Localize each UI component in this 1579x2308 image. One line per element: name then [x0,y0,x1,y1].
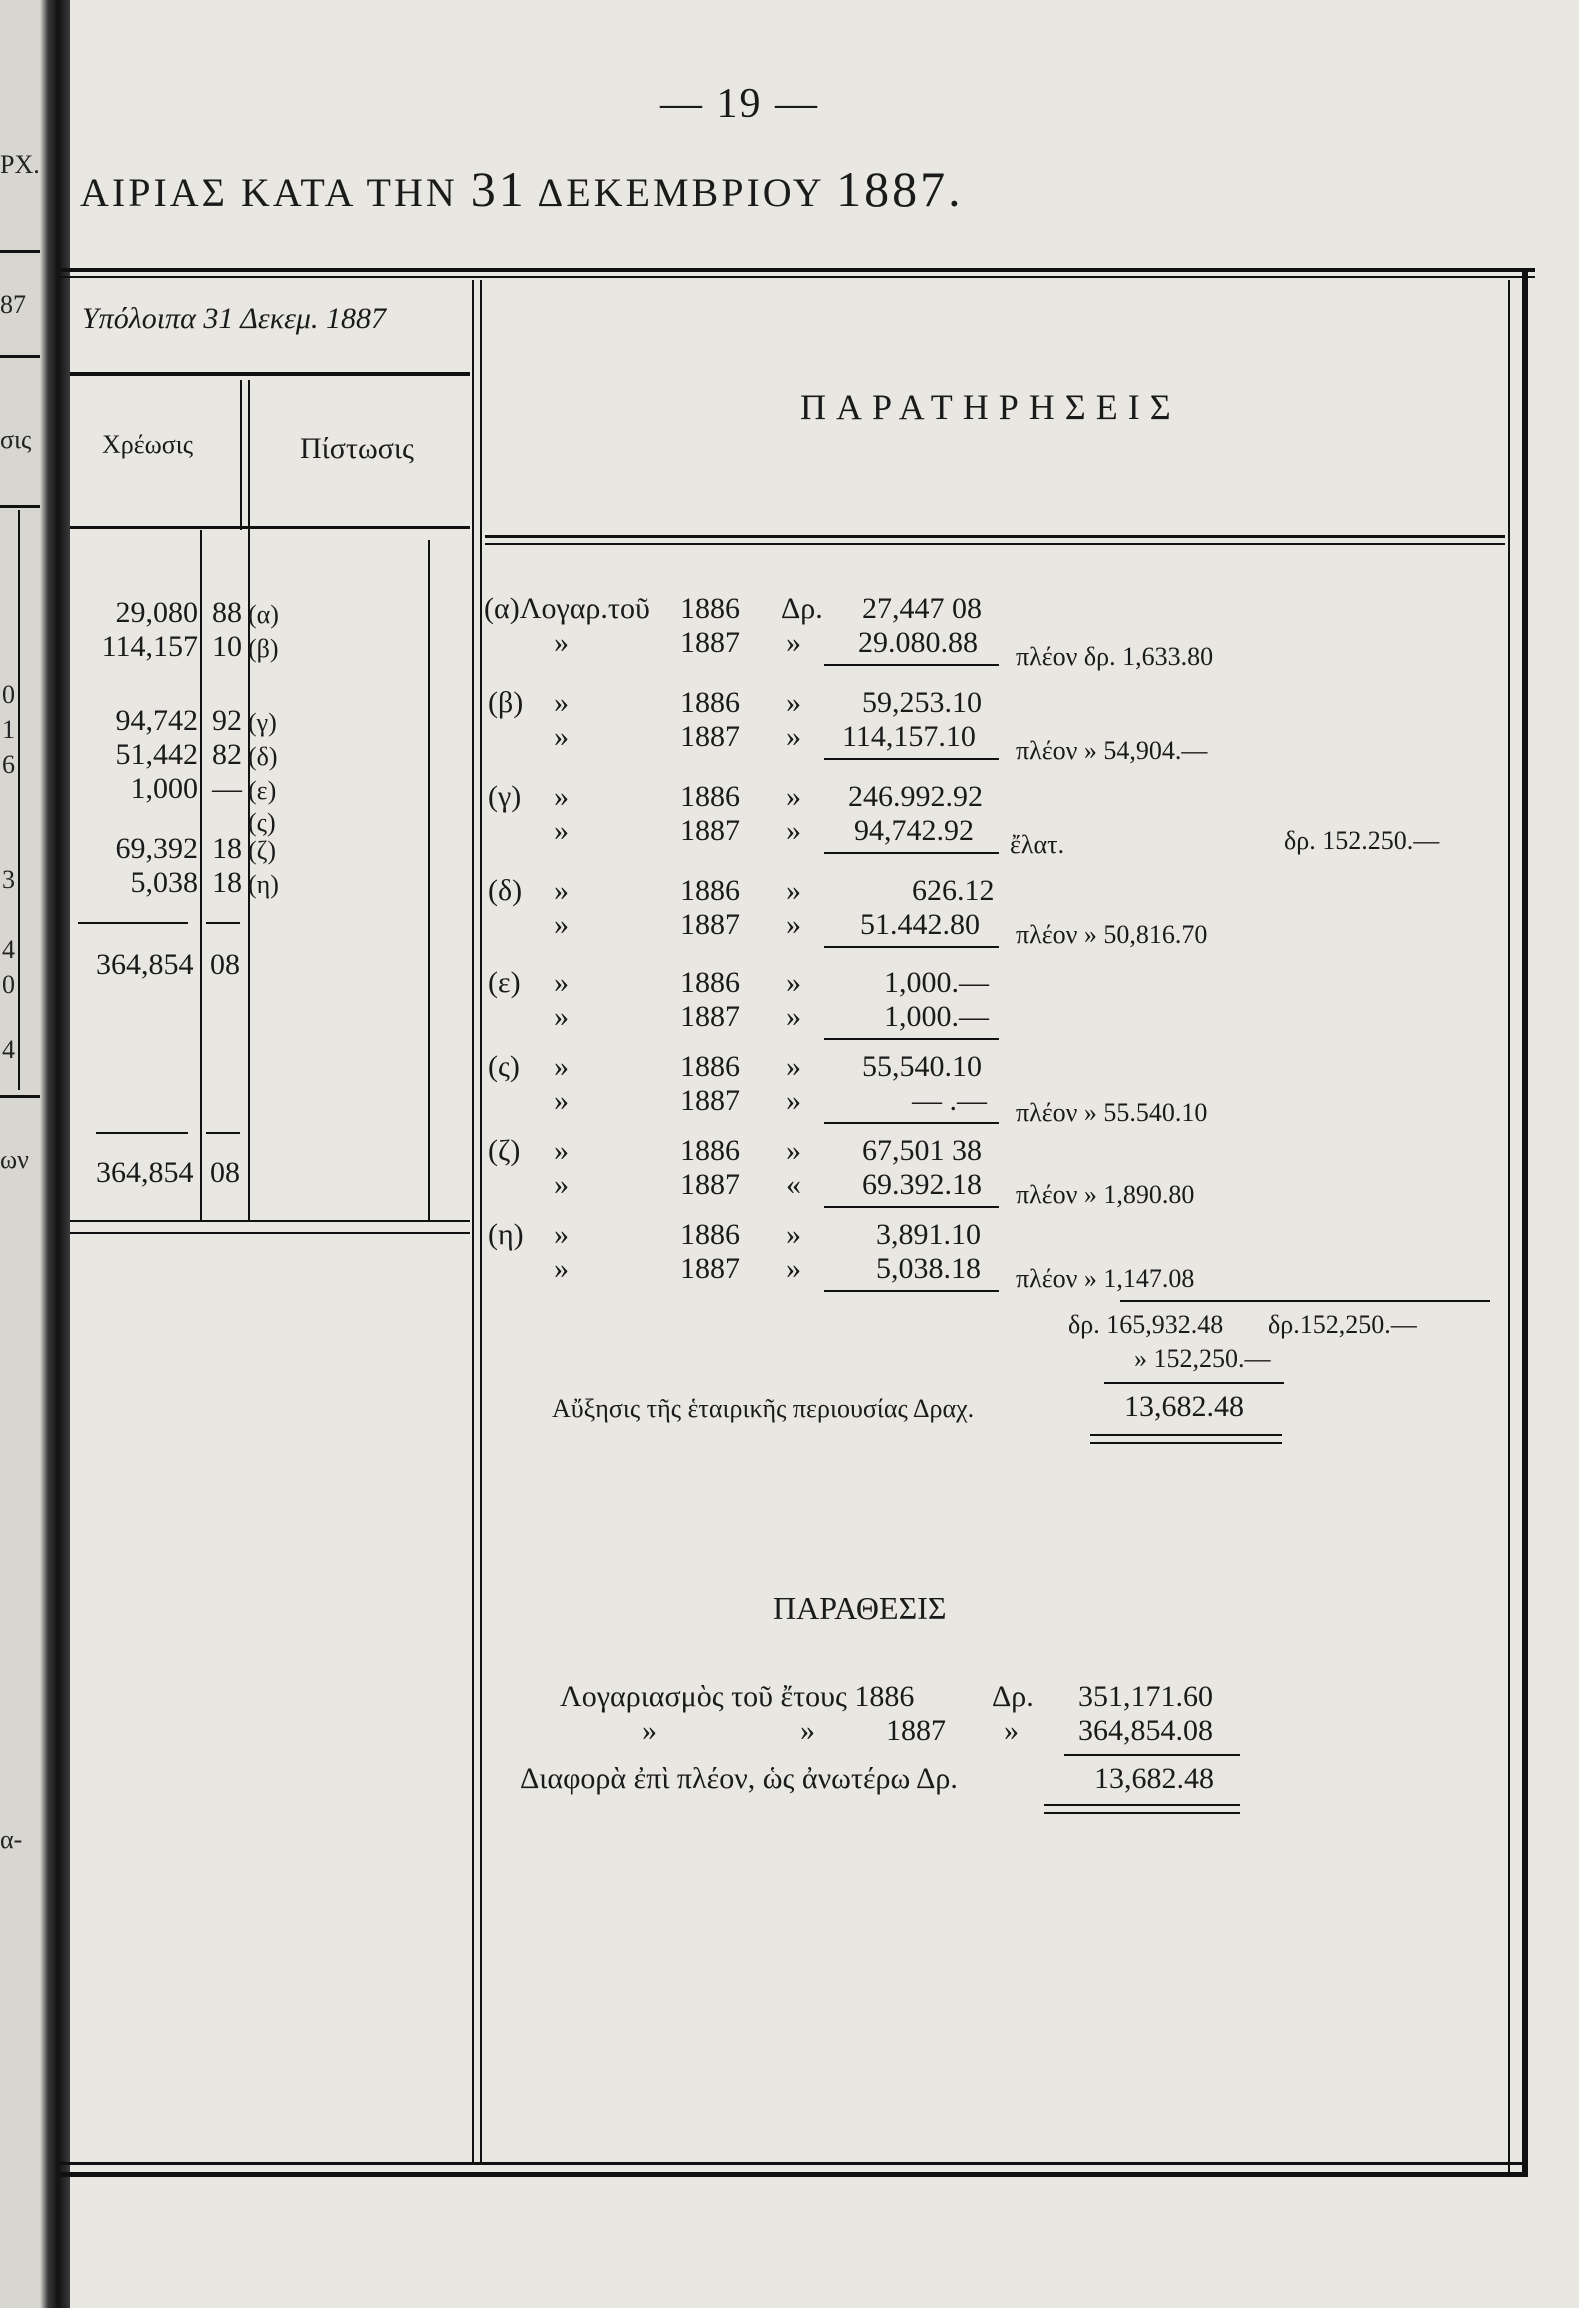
left-page-fragment: PX. [0,150,40,179]
table-row: 51,442 82 (δ) [115,738,278,771]
comparison-title: ΠΑΡΑΘΕΣΙΣ [773,1590,947,1626]
heading-year: 1887. [836,161,964,217]
left-page-fragment: ων [0,1145,29,1174]
increase-value: 13,682.48 [1124,1390,1244,1423]
left-page-fragment: 0 [2,680,15,709]
increase-label: Αὔξησις τῆς ἑταιρικῆς περιουσίας Δραχ. [552,1394,975,1423]
observations-title: ΠΑΡΑΤΗΡΗΣΕΙΣ [800,387,1181,427]
table-row: 1,000 — (ε) [130,772,277,805]
left-page-fragment: 4 [2,1035,15,1064]
heading-text: ΑΙΡΙΑΣ ΚΑΤΑ ΤΗΝ [80,170,458,215]
balances-total: 364,854 [96,948,194,981]
left-page-fragment: σις [0,425,32,454]
balances-grand-total: 364,854 [96,1156,194,1189]
left-page-fragment: 1 [2,715,15,744]
balances-total-cents: 08 [210,948,240,981]
table-row: 114,157 10 (β) [101,630,279,663]
page-number: — 19 — [660,81,819,127]
observations-sum: δρ. 165,932.48 [1068,1310,1224,1339]
observations-minus: » 152,250.— [1134,1344,1271,1373]
left-page-fragment: 6 [2,750,15,779]
left-page-fragment: 4 [2,935,15,964]
table-row: 29,080 88 (α) [115,596,279,629]
table-row: 5,038 18 (η) [130,866,279,899]
table-row: (ς) [248,808,276,837]
left-page-fragment: 3 [2,865,15,894]
left-page-fragment: 87 [0,290,26,319]
credit-label: Πίστωσις [300,432,414,465]
observations-sum-right: δρ.152,250.— [1268,1310,1417,1339]
balances-header: Υπόλοιπα 31 Δεκεμ. 1887 [82,302,386,335]
page-heading [80,160,964,218]
comparison-table: Λογαριασμὸς τοῦ ἔτους 1886 Δρ. 351,171.60 » » 1887 » 364,854.08 Διαφορὰ ἐπὶ πλέον, ὡς ἀνωτέρω Δρ. 13,682.48 [520,1680,1240,1830]
observations-list: (α)Λογαρ.τοῦ 1886 Δρ. 27,447 08 » 1887 » 29.080.88 πλέον δρ. 1,633.80 (β) » 1886 » 59,253.10 » 1887 » 114,157.10 πλέον » 54,904.— (γ) » 1886 » 246.992.92 » 1887 » 94,742.92 ἔλατ. δρ. 152.250.— (δ) » 1886 » 626.12 » 1887 » 51.442.80 πλέον » 50,816.70 (ε) » 1886 » 1,000.— » 1887 » 1,000.— (ς) » 1886 » 55,540.10 » 1887 » — .— πλέον » 55.540.10 (ζ) » 1886 » 67,501 38 » 1887 « 69.392.18 πλέον » 1,890.80 (η) » 1886 » 3,891.10 » 1887 » 5,038.18 πλέον » 1,147.08 [484,592,1440,1293]
left-page-fragment: 0 [2,970,15,999]
table-row: 69,392 18 (ζ) [115,832,277,865]
balances-grand-total-cents: 08 [210,1156,240,1189]
debit-label: Χρέωσις [102,430,194,459]
table-row: 94,742 92 (γ) [115,704,277,737]
heading-month: ΔΕΚΕΜΒΡΙΟΥ [537,170,824,215]
left-page-fragment: α- [0,1825,23,1854]
heading-day: 31 [470,161,527,217]
